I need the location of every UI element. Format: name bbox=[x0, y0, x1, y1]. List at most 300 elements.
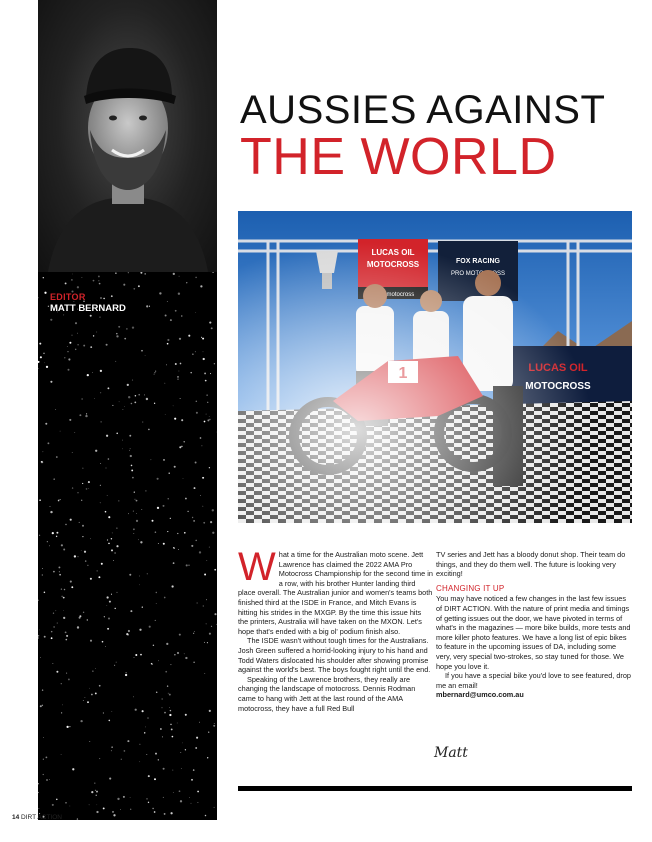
star-dot bbox=[77, 818, 78, 819]
star-dot bbox=[105, 511, 107, 513]
star-dot bbox=[83, 612, 84, 613]
editor-role-label: EDITOR bbox=[50, 292, 86, 302]
star-dot bbox=[55, 610, 56, 611]
star-dot bbox=[90, 346, 92, 348]
star-dot bbox=[40, 356, 42, 358]
star-dot bbox=[170, 664, 171, 665]
star-dot bbox=[214, 569, 216, 571]
star-dot bbox=[179, 371, 180, 372]
star-dot bbox=[181, 446, 183, 448]
star-dot bbox=[86, 413, 87, 414]
star-dot bbox=[170, 710, 171, 711]
star-dot bbox=[109, 601, 111, 603]
star-dot bbox=[184, 653, 185, 654]
star-dot bbox=[180, 363, 182, 365]
star-dot bbox=[62, 704, 63, 705]
star-dot bbox=[203, 351, 204, 352]
star-dot bbox=[164, 712, 166, 714]
star-dot bbox=[207, 642, 208, 643]
star-dot bbox=[48, 306, 49, 307]
star-dot bbox=[61, 754, 62, 755]
star-dot bbox=[167, 531, 168, 532]
star-dot bbox=[173, 273, 175, 275]
star-dot bbox=[56, 799, 57, 800]
star-dot bbox=[83, 700, 84, 701]
star-dot bbox=[146, 305, 148, 307]
star-dot bbox=[108, 543, 110, 545]
star-dot bbox=[206, 414, 207, 415]
star-dot bbox=[175, 310, 177, 312]
star-dot bbox=[123, 284, 125, 286]
star-dot bbox=[106, 344, 108, 346]
star-dot bbox=[201, 445, 202, 446]
star-dot bbox=[57, 623, 58, 624]
star-dot bbox=[69, 726, 70, 727]
star-dot bbox=[126, 328, 127, 329]
star-dot bbox=[90, 640, 92, 642]
star-dot bbox=[39, 808, 40, 809]
star-dot bbox=[100, 317, 101, 318]
star-dot bbox=[50, 511, 52, 513]
star-dot bbox=[69, 419, 71, 421]
star-dot bbox=[105, 646, 106, 647]
star-dot bbox=[81, 500, 82, 501]
star-dot bbox=[193, 520, 195, 522]
article-paragraph-2: The ISDE wasn't without tough times for the Australians. Josh Green suffered a horrid-looking injury to his hand and Todd Waters dislocated his shoulder after showing promise against the world's best. The boys fought right until the end. bbox=[238, 636, 431, 675]
star-dot bbox=[61, 683, 62, 684]
star-dot bbox=[133, 696, 134, 697]
star-dot bbox=[95, 692, 97, 694]
star-dot bbox=[182, 743, 183, 744]
star-dot bbox=[97, 570, 98, 571]
page-folio bbox=[12, 814, 62, 821]
star-dot bbox=[44, 362, 45, 363]
star-dot bbox=[164, 813, 166, 815]
article-paragraph-4: TV series and Jett has a bloody donut shop. Their team do things, and they do them well. The future is looking very exciting! bbox=[436, 550, 626, 579]
star-dot bbox=[190, 372, 192, 374]
star-dot bbox=[58, 566, 60, 568]
star-dot bbox=[139, 576, 140, 577]
star-dot bbox=[82, 536, 83, 537]
star-dot bbox=[98, 275, 100, 277]
folio-magazine-name: DIRT ACTION bbox=[21, 814, 62, 821]
star-dot bbox=[113, 560, 114, 561]
star-dot bbox=[206, 560, 207, 561]
star-dot bbox=[181, 768, 182, 769]
star-dot bbox=[91, 694, 93, 696]
star-dot bbox=[126, 672, 127, 673]
star-dot bbox=[191, 545, 193, 547]
star-dot bbox=[66, 635, 68, 637]
star-dot bbox=[209, 633, 211, 635]
star-dot bbox=[145, 355, 146, 356]
star-dot bbox=[77, 286, 79, 288]
star-dot bbox=[128, 513, 129, 514]
star-dot bbox=[151, 663, 153, 665]
star-dot bbox=[168, 693, 169, 694]
star-dot bbox=[207, 757, 208, 758]
star-dot bbox=[77, 492, 78, 493]
star-dot bbox=[44, 592, 46, 594]
star-dot bbox=[212, 509, 214, 511]
star-dot bbox=[63, 549, 65, 551]
star-dot bbox=[163, 797, 164, 798]
star-dot bbox=[155, 620, 156, 621]
star-dot bbox=[107, 495, 108, 496]
star-dot bbox=[159, 292, 161, 294]
star-dot bbox=[117, 592, 118, 593]
editor-email-link[interactable]: mbernard@umco.com.au bbox=[436, 690, 524, 700]
star-dot bbox=[42, 705, 43, 706]
star-dot bbox=[139, 584, 140, 585]
star-dot bbox=[59, 571, 60, 572]
star-dot bbox=[123, 796, 125, 798]
star-dot bbox=[118, 326, 120, 328]
star-dot bbox=[139, 744, 140, 745]
star-dot bbox=[179, 634, 181, 636]
star-dot bbox=[52, 804, 54, 806]
star-dot bbox=[179, 790, 181, 792]
star-dot bbox=[157, 478, 159, 480]
star-dot bbox=[100, 502, 101, 503]
star-dot bbox=[201, 337, 202, 338]
star-dot bbox=[96, 811, 98, 813]
star-dot bbox=[147, 573, 148, 574]
star-dot bbox=[130, 809, 131, 810]
star-dot bbox=[101, 563, 103, 565]
star-dot bbox=[79, 522, 80, 523]
star-dot bbox=[43, 451, 44, 452]
star-dot bbox=[49, 545, 50, 546]
hero-photo bbox=[238, 211, 632, 523]
star-dot bbox=[120, 809, 121, 810]
star-dot bbox=[40, 657, 41, 658]
star-dot bbox=[42, 568, 43, 569]
star-dot bbox=[116, 335, 118, 337]
star-dot bbox=[113, 814, 115, 816]
star-dot bbox=[114, 665, 115, 666]
star-dot bbox=[156, 592, 157, 593]
star-dot bbox=[111, 746, 112, 747]
star-dot bbox=[123, 409, 124, 410]
star-dot bbox=[99, 283, 101, 285]
star-dot bbox=[114, 552, 116, 554]
star-dot bbox=[122, 448, 123, 449]
star-dot bbox=[64, 589, 66, 591]
article-paragraph-6: If you have a special bike you'd love to see featured, drop me an email! bbox=[436, 671, 631, 690]
star-dot bbox=[89, 688, 90, 689]
star-dot bbox=[202, 338, 204, 340]
star-dot bbox=[200, 285, 202, 287]
star-dot bbox=[158, 759, 159, 760]
star-dot bbox=[71, 586, 73, 588]
star-dot bbox=[125, 674, 127, 676]
star-dot bbox=[61, 712, 62, 713]
star-dot bbox=[65, 631, 67, 633]
star-dot bbox=[129, 435, 131, 437]
star-dot bbox=[152, 520, 154, 522]
star-dot bbox=[162, 736, 163, 737]
article-paragraph-1-text: hat a time for the Australian moto scene. Jett Lawrence has claimed the 2022 AMA Pro Motocross Championship for the second time in a row, with his brother Hunter landing third place overall. The Australian junior and women's teams both finished third at the ISDE in France, and Mitch Evans is hitting his strides in the MXGP. By the time this issue hits the printers, Australia will have taken on the MXON. Let's hope that's ended with a big ol' podium finish also. bbox=[238, 550, 433, 636]
star-dot bbox=[189, 797, 190, 798]
star-dot bbox=[156, 692, 158, 694]
star-dot bbox=[116, 527, 117, 528]
star-dot bbox=[131, 403, 133, 405]
star-dot bbox=[65, 282, 67, 284]
star-dot bbox=[136, 500, 138, 502]
star-dot bbox=[121, 759, 122, 760]
star-dot bbox=[80, 720, 82, 722]
star-dot bbox=[209, 419, 210, 420]
star-dot bbox=[98, 280, 99, 281]
star-dot bbox=[115, 361, 116, 362]
star-dot bbox=[111, 538, 112, 539]
star-dot bbox=[146, 398, 148, 400]
star-dot bbox=[167, 301, 168, 302]
star-dot bbox=[165, 315, 167, 317]
star-dot bbox=[207, 402, 208, 403]
star-dot bbox=[200, 495, 201, 496]
star-dot bbox=[169, 707, 170, 708]
star-dot bbox=[183, 441, 184, 442]
star-dot bbox=[49, 779, 50, 780]
star-dot bbox=[214, 363, 215, 364]
star-dot bbox=[164, 597, 166, 599]
star-dot bbox=[145, 490, 146, 491]
star-dot bbox=[66, 639, 68, 641]
star-dot bbox=[124, 406, 125, 407]
star-dot bbox=[108, 617, 110, 619]
star-dot bbox=[59, 574, 61, 576]
editor-portrait-illustration bbox=[38, 0, 217, 272]
star-dot bbox=[203, 358, 205, 360]
star-dot bbox=[134, 491, 135, 492]
star-dot bbox=[178, 293, 180, 295]
star-dot bbox=[191, 779, 193, 781]
star-dot bbox=[43, 737, 44, 738]
star-dot bbox=[106, 605, 107, 606]
star-dot bbox=[87, 565, 88, 566]
star-dot bbox=[81, 398, 82, 399]
star-dot bbox=[209, 467, 210, 468]
star-dot bbox=[186, 282, 187, 283]
star-dot bbox=[193, 769, 195, 771]
star-dot bbox=[205, 380, 207, 382]
star-dot bbox=[63, 597, 65, 599]
star-dot bbox=[197, 802, 198, 803]
star-dot bbox=[90, 315, 92, 317]
star-dot bbox=[47, 541, 48, 542]
star-dot bbox=[195, 351, 196, 352]
title-line-2: THE WORLD bbox=[240, 128, 557, 186]
star-dot bbox=[134, 499, 135, 500]
star-dot bbox=[129, 574, 131, 576]
star-dot bbox=[202, 477, 204, 479]
star-dot bbox=[103, 807, 105, 809]
star-dot bbox=[114, 608, 115, 609]
footer-rule bbox=[238, 786, 632, 791]
star-dot bbox=[172, 736, 174, 738]
star-dot bbox=[90, 538, 91, 539]
star-dot bbox=[111, 549, 113, 551]
star-dot bbox=[100, 370, 102, 372]
star-dot bbox=[124, 338, 126, 340]
star-dot bbox=[132, 380, 133, 381]
star-dot bbox=[134, 657, 135, 658]
star-dot bbox=[177, 723, 178, 724]
star-dot bbox=[144, 394, 145, 395]
star-dot bbox=[39, 343, 41, 345]
editor-sidebar bbox=[38, 0, 217, 820]
star-dot bbox=[56, 532, 58, 534]
star-dot bbox=[214, 807, 215, 808]
star-dot bbox=[174, 466, 176, 468]
star-dot bbox=[170, 724, 172, 726]
star-dot bbox=[63, 610, 64, 611]
star-dot bbox=[66, 726, 68, 728]
star-dot bbox=[197, 791, 199, 793]
star-dot bbox=[199, 722, 200, 723]
star-dot bbox=[117, 798, 119, 800]
star-dot bbox=[195, 462, 197, 464]
star-dot bbox=[158, 660, 159, 661]
star-dot bbox=[108, 458, 110, 460]
star-dot bbox=[38, 783, 39, 784]
star-dot bbox=[204, 642, 205, 643]
star-dot bbox=[139, 761, 140, 762]
star-dot bbox=[50, 319, 52, 321]
star-dot bbox=[85, 697, 86, 698]
star-dot bbox=[206, 599, 207, 600]
editor-credit bbox=[50, 292, 126, 315]
star-dot bbox=[98, 576, 100, 578]
star-dot bbox=[146, 798, 147, 799]
star-dot bbox=[173, 562, 175, 564]
star-dot bbox=[46, 757, 48, 759]
star-dot bbox=[62, 596, 63, 597]
star-dot bbox=[89, 488, 90, 489]
star-dot bbox=[204, 372, 206, 374]
star-dot bbox=[163, 768, 165, 770]
star-dot bbox=[69, 806, 70, 807]
article-column-right bbox=[436, 550, 631, 700]
star-dot bbox=[65, 524, 66, 525]
star-dot bbox=[71, 279, 73, 281]
star-dot bbox=[108, 720, 110, 722]
star-dot bbox=[85, 560, 86, 561]
star-dot bbox=[93, 280, 95, 282]
star-dot bbox=[183, 478, 184, 479]
star-dot bbox=[67, 346, 68, 347]
star-dot bbox=[39, 535, 40, 536]
star-dot bbox=[200, 437, 202, 439]
star-dot bbox=[112, 405, 113, 406]
page-number: 14 bbox=[12, 814, 20, 821]
star-dot bbox=[206, 624, 207, 625]
star-dot bbox=[167, 343, 169, 345]
star-dot bbox=[116, 545, 118, 547]
star-dot bbox=[214, 723, 215, 724]
star-dot bbox=[206, 394, 207, 395]
star-dot bbox=[70, 519, 72, 521]
star-dot bbox=[177, 376, 179, 378]
star-dot bbox=[157, 507, 159, 509]
star-dot bbox=[141, 509, 142, 510]
star-dot bbox=[116, 662, 117, 663]
star-dot bbox=[115, 272, 117, 274]
star-dot bbox=[130, 455, 132, 457]
star-dot bbox=[38, 792, 39, 793]
star-dot bbox=[100, 392, 101, 393]
star-dot bbox=[204, 421, 206, 423]
star-dot bbox=[103, 713, 104, 714]
star-dot bbox=[68, 369, 70, 371]
star-dot bbox=[70, 581, 72, 583]
star-dot bbox=[187, 511, 188, 512]
star-dot bbox=[177, 533, 178, 534]
star-dot bbox=[72, 452, 73, 453]
star-dot bbox=[107, 539, 108, 540]
star-dot bbox=[96, 795, 97, 796]
star-dot bbox=[100, 485, 101, 486]
star-dot bbox=[95, 668, 96, 669]
star-dot bbox=[136, 520, 138, 522]
star-dot bbox=[51, 631, 53, 633]
star-dot bbox=[100, 463, 101, 464]
star-dot bbox=[174, 548, 175, 549]
star-dot bbox=[170, 518, 171, 519]
star-dot bbox=[134, 401, 136, 403]
star-dot bbox=[89, 741, 90, 742]
star-dot bbox=[138, 394, 140, 396]
star-dot bbox=[128, 396, 130, 398]
article-paragraph-3: Speaking of the Lawrence brothers, they really are changing the landscape of motocross. Dennis Rodman came to hang with Jett at the last round of the AMA motocross, they have a full Red Bull bbox=[238, 674, 416, 713]
star-dot bbox=[133, 511, 134, 512]
star-dot bbox=[116, 433, 118, 435]
star-dot bbox=[63, 617, 65, 619]
editor-portrait bbox=[38, 0, 217, 272]
star-dot bbox=[174, 654, 175, 655]
article-column-left bbox=[238, 545, 433, 713]
star-dot bbox=[107, 387, 109, 389]
star-dot bbox=[53, 613, 54, 614]
star-dot bbox=[112, 533, 113, 534]
star-dot bbox=[56, 671, 58, 673]
star-dot bbox=[89, 804, 90, 805]
star-dot bbox=[102, 641, 104, 643]
star-dot bbox=[82, 483, 83, 484]
star-dot bbox=[109, 778, 111, 780]
star-dot bbox=[146, 754, 147, 755]
star-dot bbox=[79, 617, 81, 619]
star-dot bbox=[99, 685, 101, 687]
star-dot bbox=[61, 544, 63, 546]
star-dot bbox=[78, 556, 79, 557]
star-dot bbox=[46, 366, 48, 368]
star-dot bbox=[192, 517, 193, 518]
star-dot bbox=[77, 344, 78, 345]
star-dot bbox=[179, 338, 181, 340]
star-dot bbox=[133, 528, 135, 530]
editor-name: MATT BERNARD bbox=[50, 303, 126, 314]
star-dot bbox=[203, 522, 205, 524]
star-dot bbox=[149, 626, 151, 628]
star-dot bbox=[104, 616, 105, 617]
star-dot bbox=[77, 626, 79, 628]
star-dot bbox=[44, 292, 46, 294]
star-dot bbox=[50, 506, 51, 507]
star-dot bbox=[138, 285, 140, 287]
